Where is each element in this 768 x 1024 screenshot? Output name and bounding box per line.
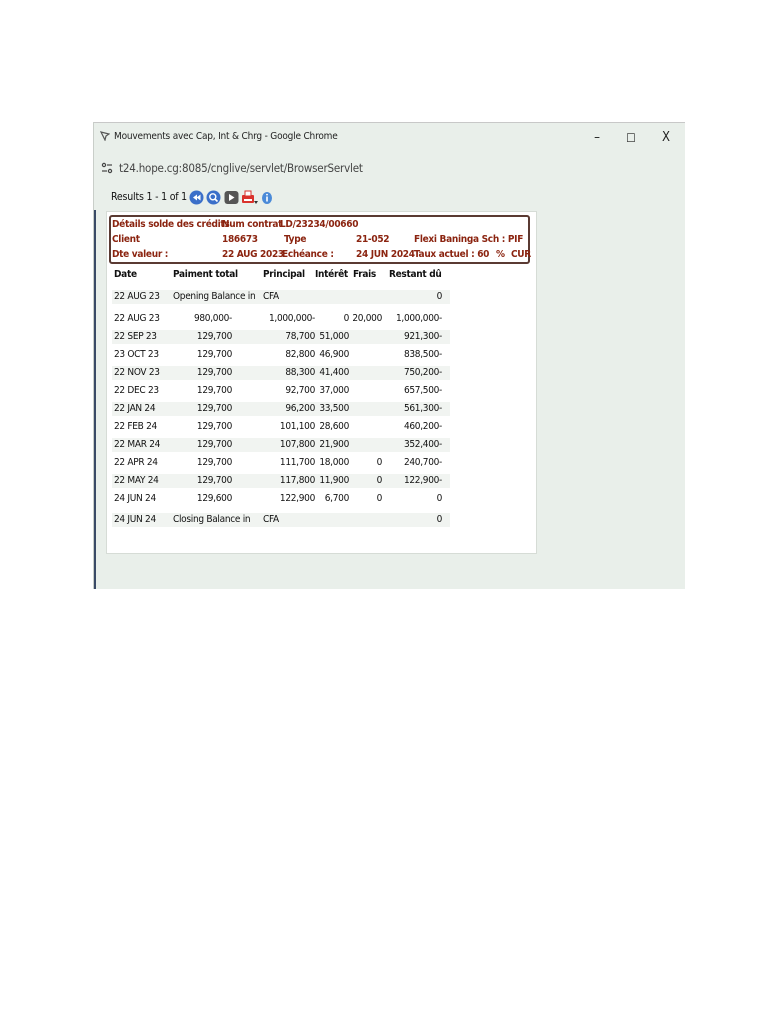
report-panel: [106, 211, 537, 554]
table-cell: 0: [436, 493, 442, 504]
table-header-cell: Frais: [353, 269, 376, 280]
table-cell: 96,200: [285, 403, 315, 414]
client-value: 186673: [222, 234, 258, 245]
table-cell: 88,300: [285, 367, 315, 378]
opening-restant: 0: [436, 291, 442, 302]
type-code: 21-052: [356, 234, 390, 245]
table-cell: 22 MAY 24: [114, 475, 159, 486]
table-cell: 0: [376, 475, 382, 486]
table-cell: 1,000,000-: [395, 313, 442, 324]
client-label: Client: [112, 234, 140, 245]
table-cell: 37,000: [319, 385, 349, 396]
table-cell: 561,300-: [403, 403, 442, 414]
taux-actuel: Taux actuel : 60: [414, 249, 490, 260]
closing-date: 24 JUN 24: [114, 514, 156, 525]
details-title: Détails solde des crédits: [112, 219, 230, 230]
table-cell: 122,900: [279, 493, 315, 504]
type-label: Type: [284, 234, 307, 245]
back-circle-icon[interactable]: [189, 190, 204, 205]
table-cell: 22 APR 24: [114, 457, 158, 468]
table-cell: 78,700: [285, 331, 315, 342]
dte-valeur-value: 22 AUG 2023: [222, 249, 284, 260]
results-count: Results 1 - 1 of 1: [111, 191, 187, 203]
loan-details-header: [109, 215, 530, 264]
table-cell: 22 SEP 23: [114, 331, 157, 342]
closing-label: Closing Balance in: [173, 514, 251, 525]
table-cell: 129,700: [196, 439, 232, 450]
table-cell: 129,700: [196, 475, 232, 486]
app-icon: [100, 131, 110, 141]
table-cell: 46,900: [319, 349, 349, 360]
table-cell: 129,700: [196, 331, 232, 342]
type-description: Flexi Baninga Sch : PIF: [414, 234, 524, 245]
table-cell: 18,000: [319, 457, 349, 468]
table-cell: 129,700: [196, 367, 232, 378]
table-cell: 122,900-: [403, 475, 442, 486]
table-cell: 22 NOV 23: [114, 367, 160, 378]
table-cell: 921,300-: [403, 331, 442, 342]
echeance-label: Echéance :: [282, 249, 334, 260]
table-cell: 51,000: [319, 331, 349, 342]
table-cell: 41,400: [319, 367, 349, 378]
table-cell: 22 AUG 23: [114, 313, 160, 324]
taux-pct: %: [496, 249, 505, 260]
table-cell: 657,500-: [403, 385, 442, 396]
table-cell: 23 OCT 23: [114, 349, 159, 360]
table-cell: 838,500-: [403, 349, 442, 360]
print-export-icon[interactable]: [241, 190, 259, 205]
table-cell: 117,800: [279, 475, 315, 486]
num-contrat-value: LD/23234/00660: [280, 219, 359, 230]
window-title: Mouvements avec Cap, Int & Chrg - Google Chrome: [114, 131, 338, 142]
address-bar[interactable]: [94, 155, 685, 179]
table-cell: 980,000-: [193, 313, 232, 324]
table-cell: 6,700: [324, 493, 349, 504]
table-cell: 22 JAN 24: [114, 403, 156, 414]
table-cell: 129,600: [196, 493, 232, 504]
table-cell: 240,700-: [403, 457, 442, 468]
close-button[interactable]: X: [661, 130, 670, 145]
table-cell: 20,000: [352, 313, 382, 324]
table-header-cell: Paiment total: [173, 269, 238, 280]
minimize-button[interactable]: –: [594, 130, 600, 145]
table-header-cell: Restant dû: [389, 269, 442, 280]
table-cell: 0: [376, 457, 382, 468]
table-cell: 0: [343, 313, 349, 324]
browser-window: [93, 122, 685, 589]
table-cell: 22 MAR 24: [114, 439, 161, 450]
site-settings-icon[interactable]: [101, 162, 113, 174]
table-cell: 111,700: [279, 457, 315, 468]
opening-currency: CFA: [263, 291, 279, 302]
table-cell: 22 DEC 23: [114, 385, 159, 396]
table-cell: 129,700: [196, 457, 232, 468]
currency-label: CUR: [511, 249, 531, 260]
table-cell: 750,200-: [403, 367, 442, 378]
table-cell: 129,700: [196, 349, 232, 360]
table-cell: 107,800: [279, 439, 315, 450]
closing-restant: 0: [436, 514, 442, 525]
opening-label: Opening Balance in: [173, 291, 256, 302]
table-cell: 129,700: [196, 403, 232, 414]
table-cell: 460,200-: [403, 421, 442, 432]
num-contrat-label: Num contrat: [222, 219, 283, 230]
echeance-value: 24 JUN 2024: [356, 249, 415, 260]
maximize-button[interactable]: ☐: [626, 131, 636, 145]
table-cell: 92,700: [285, 385, 315, 396]
table-cell: 22 FEB 24: [114, 421, 157, 432]
table-cell: 1,000,000-: [268, 313, 315, 324]
opening-date: 22 AUG 23: [114, 291, 160, 302]
info-icon[interactable]: [261, 190, 273, 205]
table-cell: 352,400-: [403, 439, 442, 450]
search-circle-icon[interactable]: [206, 190, 221, 205]
dte-valeur-label: Dte valeur :: [112, 249, 169, 260]
table-header-cell: Principal: [263, 269, 305, 280]
table-header-cell: Intérêt: [315, 269, 348, 280]
table-cell: 129,700: [196, 385, 232, 396]
frame-accent-line: [94, 210, 96, 589]
table-cell: 11,900: [319, 475, 349, 486]
closing-currency: CFA: [263, 514, 279, 525]
table-cell: 129,700: [196, 421, 232, 432]
table-cell: 0: [376, 493, 382, 504]
table-header-cell: Date: [114, 269, 137, 280]
table-cell: 21,900: [319, 439, 349, 450]
table-cell: 101,100: [279, 421, 315, 432]
url-text[interactable]: t24.hope.cg:8085/cnglive/servlet/BrowserServlet: [119, 161, 363, 175]
title-bar[interactable]: [94, 122, 685, 153]
table-cell: 28,600: [319, 421, 349, 432]
table-cell: 82,800: [285, 349, 315, 360]
next-square-icon[interactable]: [224, 190, 239, 205]
table-cell: 24 JUN 24: [114, 493, 156, 504]
table-cell: 33,500: [319, 403, 349, 414]
